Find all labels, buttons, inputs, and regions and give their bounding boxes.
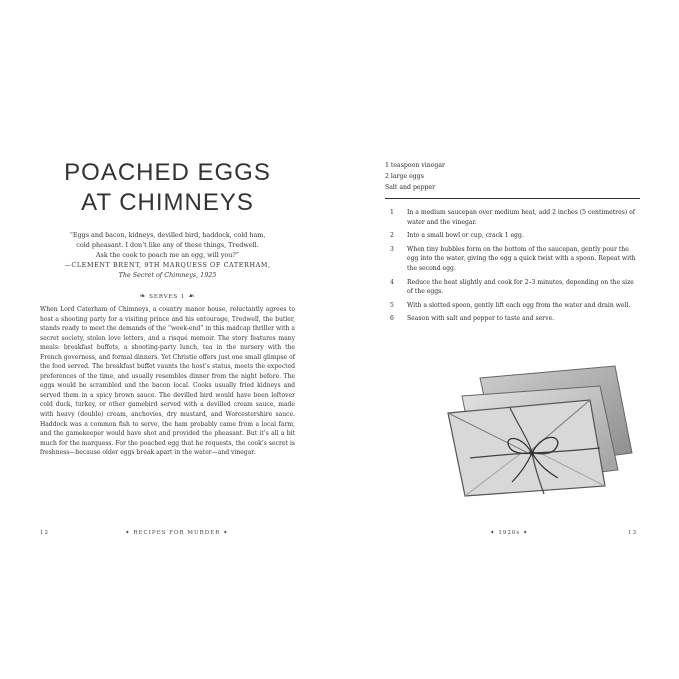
page-number-left: 12 xyxy=(40,530,49,536)
quote-source: The Secret of Chimneys, 1925 xyxy=(118,271,217,279)
title-line-1: POACHED EGGS xyxy=(64,159,271,186)
step-item xyxy=(385,301,640,311)
title-line-2: AT CHIMNEYS xyxy=(81,189,254,216)
serves-text: SERVES 1 xyxy=(149,294,186,300)
step-text: Reduce the heat slightly and cook for 2–3 minutes, depending on the size of the eggs. xyxy=(407,278,634,296)
step-number: 1 xyxy=(390,209,394,216)
page-number-right: 13 xyxy=(628,530,637,536)
step-number: 5 xyxy=(390,301,394,309)
quote-line: “Eggs and bacon, kidneys, devilled bird, haddock, cold ham, xyxy=(69,231,266,239)
step-text: When tiny bubbles form on the bottom of the saucepan, gently pour the egg into the water, giving the egg a quick twist with a spoon. Repeat with the second egg. xyxy=(407,245,636,273)
envelopes-with-bow-illustration xyxy=(440,358,640,498)
quote-line: cold pheasant. I don’t like any of these things, Tredwell. xyxy=(76,241,259,249)
method-steps xyxy=(385,208,640,328)
step-number: 4 xyxy=(390,278,394,286)
intro-text xyxy=(40,305,295,458)
step-number: 6 xyxy=(390,315,394,323)
step-text: Season with salt and pepper to taste and serve. xyxy=(407,315,555,323)
epigraph xyxy=(55,230,280,280)
divider-rule xyxy=(385,198,640,199)
step-number: 2 xyxy=(390,232,394,240)
step-item xyxy=(385,314,640,324)
step-item xyxy=(385,231,640,241)
serves-label xyxy=(40,292,295,300)
step-text: With a slotted spoon, gently lift each egg from the water and drain well. xyxy=(407,301,631,309)
right-page xyxy=(385,150,640,545)
intro-paragraph: When Lord Caterham of Chimneys, a country manor house, reluctantly agrees to host a shooting party for a visiting prince and his entourage, Tredwell, the butler, stands ready to meet the demands of the “week-end” in this madcap thriller with a secret society, stolen love letters, and a risqué memoir. The story features many meals: breakfast buffets, a shooting-party lunch, tea in the nursery with the French governess, and formal dinners. Yet Christie offers just one small glimpse of the food served. The breakfast buffet vaunts the host’s status, meets the expected preferences of the time, and usually resembles dinner from the night before. The eggs would be scrambled and the bacon local. Cooks usually fried kidneys and served them in a spicy brown sauce. The devilled bird would have been leftover cold duck, turkey, or other gamebird served with a devilled cream sauce, made with heavy (double) cream, anchovies, dry mustard, and Worcestershire sauce. Haddock was a common fish to serve, the ham probably came from a local farm, and the gamekeeper would have shot and provided the pheasant. But it’s all a bit much for the marquess. For the poached egg that he requests, the cook’s secret is freshness—because older eggs break apart in the water—and vinegar. xyxy=(40,306,295,457)
fleuron-ornament-icon: ☙ xyxy=(188,292,196,300)
quote-attribution: —CLEMENT BRENT, 9TH MARQUESS OF CATERHAM, xyxy=(64,261,271,269)
running-head-left: ✦ RECIPES FOR MURDER ✦ xyxy=(125,530,229,536)
left-page xyxy=(40,150,295,545)
ingredient-item: Salt and pepper xyxy=(385,184,436,191)
quote-line: Ask the cook to poach me an egg, will you?” xyxy=(95,251,240,259)
ingredients-list xyxy=(385,160,640,193)
step-item xyxy=(385,245,640,274)
step-text: Into a small bowl or cup, crack 1 egg. xyxy=(407,232,524,240)
step-item xyxy=(385,208,640,228)
ingredient-item: 2 large eggs xyxy=(385,173,424,180)
book-spread xyxy=(40,150,640,545)
recipe-title xyxy=(40,158,295,218)
step-item xyxy=(385,278,640,298)
step-number: 3 xyxy=(390,245,394,253)
step-text: In a medium saucepan over medium heat, add 2 inches (5 centimetres) of water and the vinegar. xyxy=(407,209,636,226)
ingredient-item: 1 teaspoon vinegar xyxy=(385,162,446,169)
running-head-right: ✦ 1920s ✦ xyxy=(490,530,529,536)
fleuron-ornament-icon: ❧ xyxy=(139,292,147,300)
